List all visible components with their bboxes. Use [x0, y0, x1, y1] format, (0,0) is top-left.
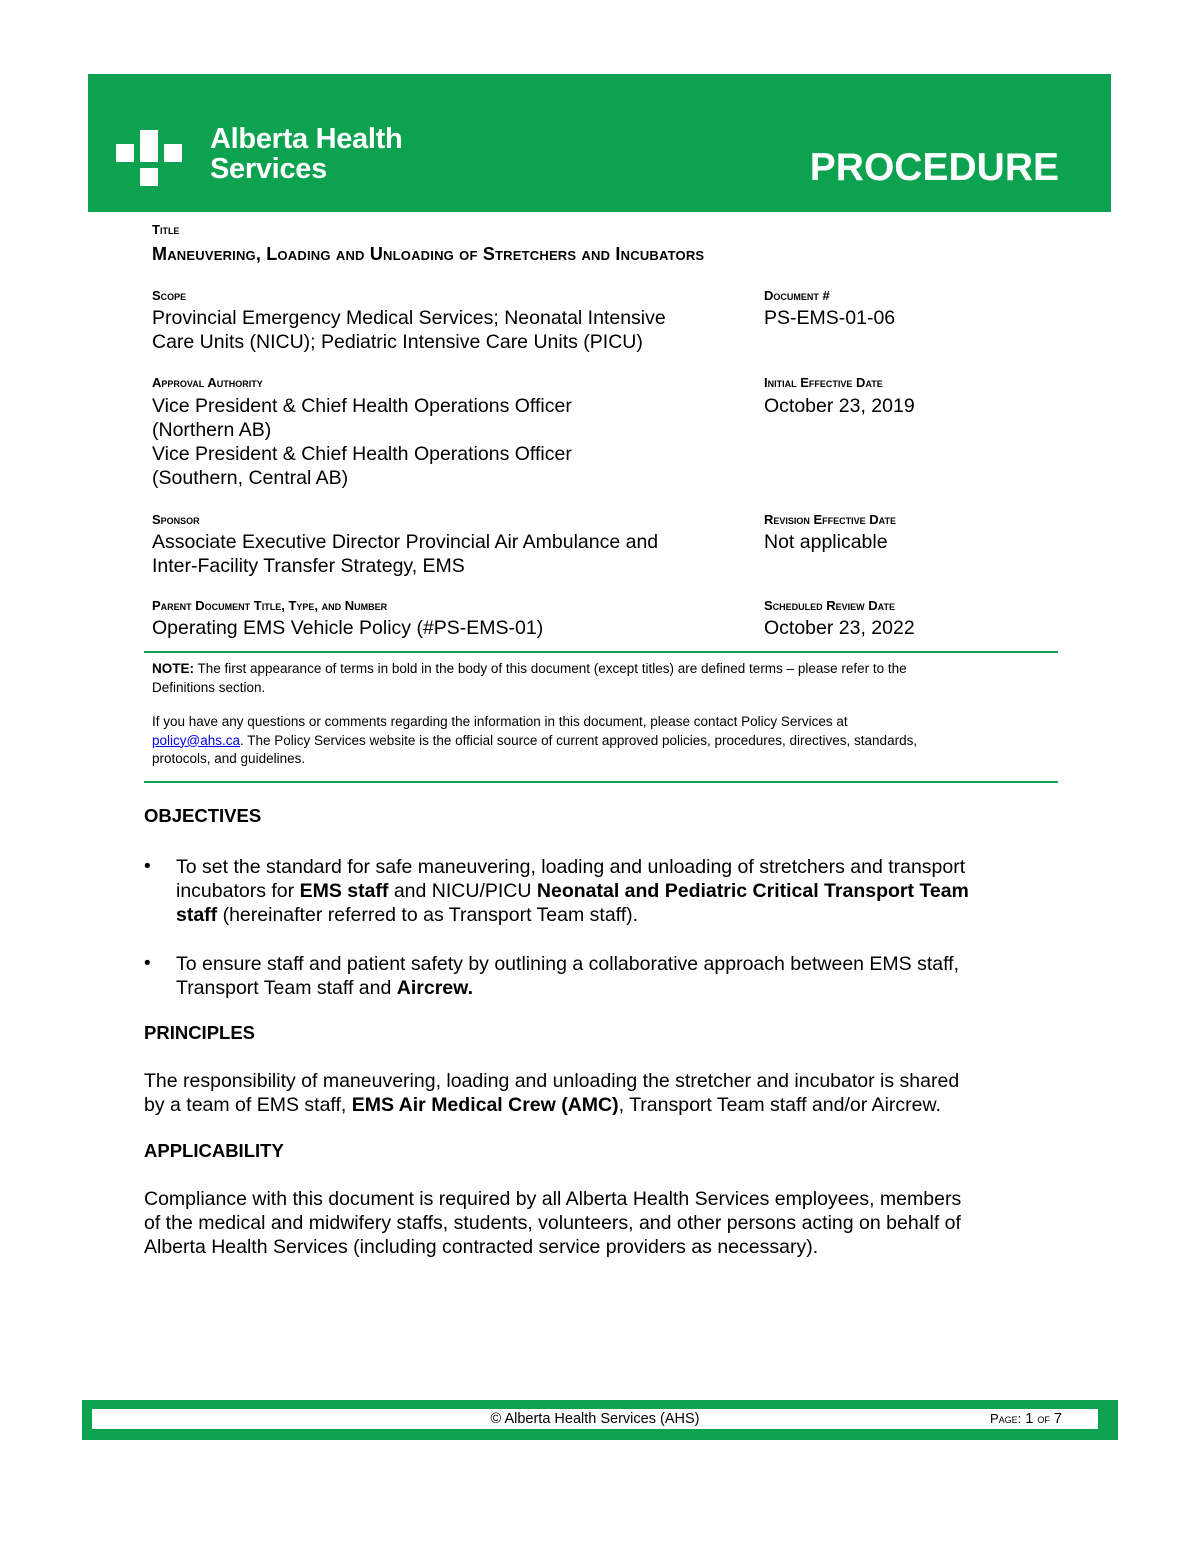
approval-line: (Northern AB): [152, 419, 272, 441]
page-label: Page:: [989, 1411, 1022, 1426]
principles-heading: PRINCIPLES: [144, 1022, 256, 1043]
applicability-line: Alberta Health Services (including contracted service providers as necessary).: [144, 1236, 819, 1258]
applicability-line: Compliance with this document is required by all Alberta Health Services employees, members: [144, 1188, 962, 1210]
text-run: , Transport Team staff and/or Aircrew.: [618, 1094, 941, 1116]
objective-line: To ensure staff and patient safety by outlining a collaborative approach between EMS staff,: [176, 953, 960, 975]
ahs-logo-text: [210, 124, 402, 184]
bullet-icon: •: [144, 953, 151, 974]
note-text: The first appearance of terms in bold in the body of this document (except titles) are defined terms – please refer to the: [194, 661, 907, 676]
approval-authority-label: Approval Authority: [152, 375, 263, 390]
page-indicator: [990, 1409, 1062, 1429]
revision-effective-date-label: Revision Effective Date: [764, 512, 897, 527]
note-line-1: [152, 660, 1052, 679]
principles-line: [144, 1093, 1074, 1117]
applicability-text: [144, 1187, 1074, 1259]
defined-term: EMS staff: [299, 880, 389, 902]
of-label: of: [1037, 1411, 1050, 1426]
parent-document-label: Parent Document Title, Type, and Number: [152, 598, 388, 613]
defined-term: Neonatal and Pediatric Critical Transport Team: [536, 880, 969, 902]
objective-text-1: [176, 855, 1066, 927]
objective-line: [176, 976, 1066, 1000]
scheduled-review-date-value: October 23, 2022: [764, 617, 915, 639]
footer-copyright: © Alberta Health Services (AHS): [490, 1411, 700, 1427]
ahs-logo-icon: [116, 130, 196, 186]
scheduled-review-date-label: Scheduled Review Date: [764, 598, 896, 613]
principles-line: The responsibility of maneuvering, loading and unloading the stretcher and incubator is shared: [144, 1070, 960, 1092]
contact-text: . The Policy Services website is the official source of current approved policies, procedures, directives, standards,: [240, 732, 918, 748]
sponsor-value: [152, 530, 658, 578]
header-banner: [88, 74, 1111, 212]
sponsor-label: Sponsor: [152, 512, 200, 527]
sponsor-line: Inter-Facility Transfer Strategy, EMS: [152, 555, 465, 577]
note-block: [152, 660, 1052, 769]
logo-line-1: Alberta Health: [210, 123, 403, 155]
contact-line-3: protocols, and guidelines.: [152, 751, 306, 766]
logo-line-2: Services: [210, 153, 327, 185]
applicability-line: of the medical and midwifery staffs, students, volunteers, and other persons acting on behalf of: [144, 1212, 961, 1234]
policy-email-link[interactable]: policy@ahs.ca: [152, 732, 240, 748]
initial-effective-date-value: October 23, 2019: [764, 395, 915, 417]
document-type: PROCEDURE: [809, 146, 1059, 189]
defined-term: Aircrew.: [396, 977, 473, 999]
approval-authority-value: [152, 394, 572, 490]
note-bold-label: NOTE:: [152, 661, 194, 676]
objective-line: [176, 903, 1066, 927]
contact-line-2: [152, 732, 1052, 751]
text-run: (hereinafter referred to as Transport Team staff).: [217, 904, 639, 926]
objective-line: To set the standard for safe maneuvering, loading and unloading of stretchers and transport: [176, 856, 966, 878]
note-top-rule: [144, 651, 1058, 653]
revision-effective-date-value: Not applicable: [764, 531, 888, 553]
objectives-heading: OBJECTIVES: [144, 805, 262, 826]
bullet-icon: •: [144, 856, 151, 877]
document-title: Maneuvering, Loading and Unloading of Stretchers and Incubators: [152, 244, 705, 264]
text-run: by a team of EMS staff,: [144, 1094, 352, 1116]
text-run: and NICU/PICU: [388, 880, 537, 902]
page-number: 1: [1025, 1411, 1034, 1427]
sponsor-line: Associate Executive Director Provincial Air Ambulance and: [152, 531, 659, 553]
principles-text: [144, 1069, 1074, 1117]
document-number-value: PS-EMS-01-06: [764, 307, 896, 329]
note-bottom-rule: [144, 781, 1058, 783]
text-run: Transport Team staff and: [176, 977, 397, 999]
document-number-label: Document #: [764, 288, 830, 303]
objective-line: [176, 879, 1066, 903]
title-label: Title: [152, 222, 180, 237]
scope-line: Provincial Emergency Medical Services; Neonatal Intensive: [152, 307, 666, 329]
objective-text-2: [176, 952, 1066, 1000]
scope-line: Care Units (NICU); Pediatric Intensive Care Units (PICU): [152, 331, 643, 353]
page-total: 7: [1053, 1411, 1062, 1427]
scope-value: [152, 306, 666, 354]
parent-document-value: Operating EMS Vehicle Policy (#PS-EMS-01): [152, 617, 544, 639]
initial-effective-date-label: Initial Effective Date: [764, 375, 883, 390]
note-line-2: Definitions section.: [152, 679, 266, 695]
approval-line: Vice President & Chief Health Operations Officer: [152, 395, 572, 417]
footer-bar: [92, 1409, 1098, 1429]
approval-line: (Southern, Central AB): [152, 467, 349, 489]
contact-line-1: If you have any questions or comments regarding the information in this document, please contact Policy Services at: [152, 714, 848, 729]
text-run: incubators for: [176, 880, 300, 902]
approval-line: Vice President & Chief Health Operations Officer: [152, 443, 572, 465]
applicability-heading: APPLICABILITY: [144, 1140, 284, 1161]
defined-term: staff: [176, 904, 218, 926]
defined-term: EMS Air Medical Crew (AMC): [351, 1094, 619, 1116]
scope-label: Scope: [152, 288, 187, 303]
page-footer: [82, 1400, 1118, 1440]
